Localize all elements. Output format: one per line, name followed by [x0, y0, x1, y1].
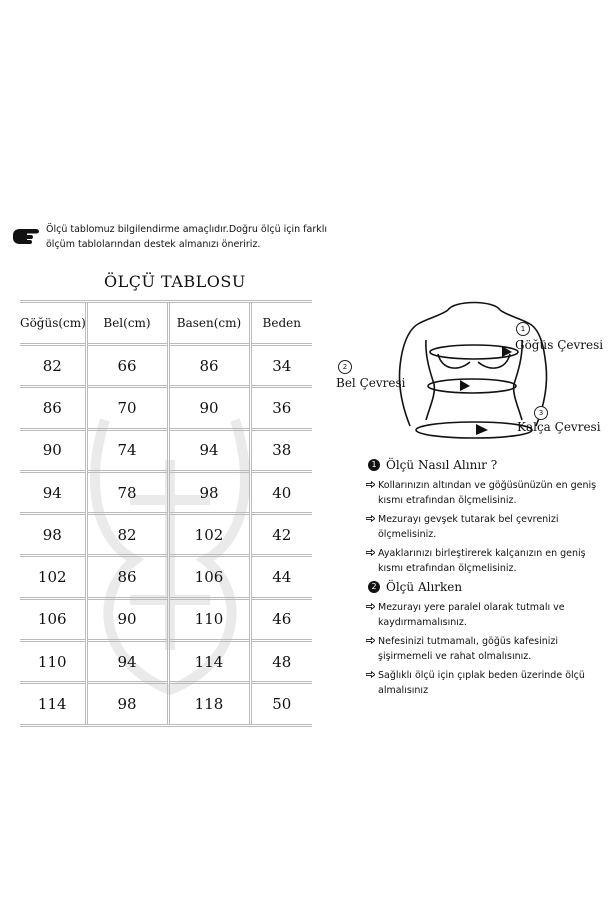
table-cell: 38 — [250, 429, 312, 471]
table-cell: 46 — [250, 598, 312, 640]
table-row — [20, 556, 312, 598]
guide-item-text: Nefesinizi tutmamalı, göğüs kafesinizi şişirmemeli ve rahat olmalısınız. — [378, 636, 559, 662]
pointing-finger-icon — [366, 548, 375, 557]
table-row — [20, 514, 312, 556]
table-cell: 102 — [168, 514, 250, 556]
header-waist: Bel(cm) — [86, 302, 168, 345]
chest-label: Göğüs Çevresi — [515, 338, 604, 352]
table-row — [20, 429, 312, 471]
guide-item — [368, 512, 608, 542]
table-cell: 50 — [250, 683, 312, 725]
table-cell: 82 — [86, 514, 168, 556]
table-cell: 86 — [168, 345, 250, 387]
guide-item-text: Sağlıklı ölçü için çıplak beden üzerinde ölçü almalısınız — [378, 670, 585, 696]
table-cell: 98 — [168, 471, 250, 513]
guide-item-text: Mezurayı gevşek tutarak bel çevrenizi ölçmelisiniz. — [378, 514, 559, 540]
table-cell: 98 — [20, 514, 86, 556]
note-line-2: ölçüm tablolarından destek almanızı öneririz. — [46, 239, 261, 250]
section1-title — [368, 458, 608, 472]
table-cell: 90 — [20, 429, 86, 471]
table-row — [20, 471, 312, 513]
table-row — [20, 683, 312, 725]
table-cell: 102 — [20, 556, 86, 598]
table-row — [20, 387, 312, 429]
pointing-finger-icon — [366, 670, 375, 679]
measurement-guide — [368, 458, 608, 702]
pointing-finger-icon — [366, 514, 375, 523]
waist-label: Bel Çevresi — [336, 376, 406, 390]
table-cell: 110 — [20, 641, 86, 683]
table-cell: 34 — [250, 345, 312, 387]
table-cell: 36 — [250, 387, 312, 429]
table-row — [20, 641, 312, 683]
size-table — [20, 300, 312, 727]
guide-item-text: Mezurayı yere paralel olarak tutmalı ve kaydırmamalısınız. — [378, 602, 565, 628]
table-cell: 90 — [86, 598, 168, 640]
table-cell: 118 — [168, 683, 250, 725]
table-cell: 90 — [168, 387, 250, 429]
guide-item-text: Kollarınızın altından ve göğüsünüzün en geniş kısmı etrafından ölçmelisiniz. — [378, 480, 597, 506]
table-cell: 86 — [86, 556, 168, 598]
table-row — [20, 598, 312, 640]
guide-item — [368, 546, 608, 576]
table-cell: 78 — [86, 471, 168, 513]
header-size: Beden — [250, 302, 312, 345]
body-measurement-figure — [330, 296, 613, 456]
table-cell: 114 — [20, 683, 86, 725]
guide-item — [368, 600, 608, 630]
pointing-finger-icon — [366, 602, 375, 611]
hip-number-badge: 3 — [534, 406, 548, 420]
section2-title-text: Ölçü Alırken — [386, 580, 463, 594]
pointing-finger-icon — [366, 636, 375, 645]
note-line-1: Ölçü tablomuz bilgilendirme amaçlıdır.Doğru ölçü için farklı — [46, 224, 328, 235]
table-cell: 94 — [168, 429, 250, 471]
guide-item — [368, 478, 608, 508]
section2-title — [368, 580, 608, 594]
table-cell: 44 — [250, 556, 312, 598]
table-cell: 94 — [86, 641, 168, 683]
guide-item-text: Ayaklarınızı birleştirerek kalçanızın en geniş kısmı etrafından ölçmelisiniz. — [378, 548, 586, 574]
table-cell: 74 — [86, 429, 168, 471]
section1-badge: 1 — [368, 459, 380, 471]
table-cell: 106 — [168, 556, 250, 598]
table-cell: 106 — [20, 598, 86, 640]
disclaimer-note — [12, 222, 342, 252]
guide-item — [368, 634, 608, 664]
section2-badge: 2 — [368, 581, 380, 593]
table-cell: 114 — [168, 641, 250, 683]
table-cell: 94 — [20, 471, 86, 513]
pointing-finger-icon — [366, 480, 375, 489]
table-cell: 66 — [86, 345, 168, 387]
table-cell: 40 — [250, 471, 312, 513]
table-row — [20, 345, 312, 387]
table-cell: 82 — [20, 345, 86, 387]
waist-number-badge: 2 — [338, 360, 352, 374]
chest-number-badge: 1 — [516, 322, 530, 336]
section1-title-text: Ölçü Nasıl Alınır ? — [386, 458, 498, 472]
table-cell: 42 — [250, 514, 312, 556]
header-chest: Göğüs(cm) — [20, 302, 86, 345]
table-cell: 48 — [250, 641, 312, 683]
pointing-hand-icon — [12, 226, 40, 246]
hip-label: Kalça Çevresi — [517, 420, 601, 434]
guide-item — [368, 668, 608, 698]
table-cell: 86 — [20, 387, 86, 429]
header-hip: Basen(cm) — [168, 302, 250, 345]
page-title: ÖLÇÜ TABLOSU — [104, 272, 246, 291]
table-cell: 98 — [86, 683, 168, 725]
table-cell: 110 — [168, 598, 250, 640]
table-cell: 70 — [86, 387, 168, 429]
